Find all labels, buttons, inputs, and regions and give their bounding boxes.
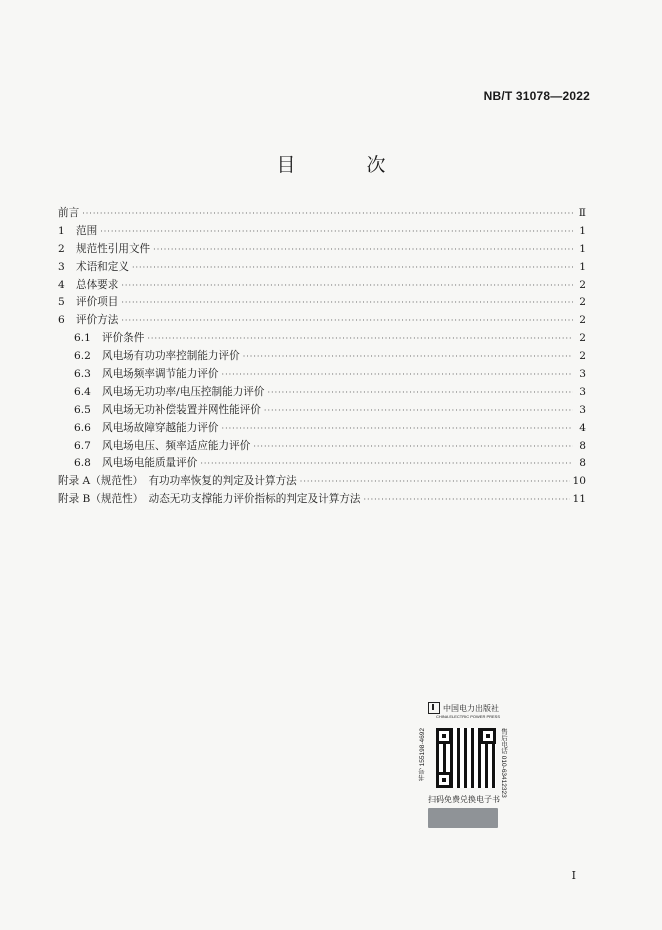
toc-entry-page: 8 bbox=[579, 439, 586, 452]
toc-entry-page: 2 bbox=[579, 278, 586, 291]
toc-entry-number: 4 bbox=[58, 278, 65, 291]
publisher-header bbox=[428, 702, 499, 714]
toc-entry-page: 4 bbox=[579, 421, 586, 434]
table-of-contents bbox=[58, 205, 586, 509]
toc-entry-page: 11 bbox=[572, 493, 586, 506]
toc-entry-label: 评价项目 bbox=[76, 296, 119, 309]
publisher-name-en: CHINA ELECTRIC POWER PRESS bbox=[436, 714, 501, 719]
toc-leader-dots bbox=[121, 281, 573, 290]
toc-leader-dots bbox=[82, 209, 573, 218]
toc-entry[interactable] bbox=[58, 259, 586, 277]
publisher-logo-icon bbox=[428, 702, 440, 714]
qr-code-icon[interactable] bbox=[436, 728, 496, 788]
toc-leader-dots bbox=[147, 334, 573, 343]
toc-entry-label: 范围 bbox=[76, 224, 98, 237]
toc-entry-number: 6.3 bbox=[74, 368, 91, 381]
toc-entry-label: 风电场无功补偿装置并网性能评价 bbox=[102, 403, 261, 416]
toc-entry-label: 评价方法 bbox=[76, 314, 119, 327]
toc-entry-label: 术语和定义 bbox=[76, 260, 129, 273]
toc-entry[interactable] bbox=[58, 277, 586, 295]
toc-entry[interactable] bbox=[58, 241, 586, 259]
toc-leader-dots bbox=[267, 388, 573, 397]
toc-entry[interactable] bbox=[58, 330, 586, 348]
toc-entry-label: 风电场频率调节能力评价 bbox=[102, 368, 219, 381]
sales-phone: 售后电话 010-63412323 bbox=[500, 728, 507, 798]
toc-entry-page: 3 bbox=[579, 368, 586, 381]
toc-entry-label: 总体要求 bbox=[76, 278, 119, 291]
toc-entry-label: 评价条件 bbox=[102, 332, 145, 345]
qr-finder bbox=[436, 728, 452, 744]
toc-leader-dots bbox=[222, 424, 573, 433]
toc-entry[interactable] bbox=[58, 294, 586, 312]
toc-leader-dots bbox=[363, 495, 569, 504]
toc-leader-dots bbox=[100, 227, 573, 236]
toc-entry-label: 风电场无功功率/电压控制能力评价 bbox=[102, 385, 265, 398]
page-title: 目 次 bbox=[276, 154, 412, 176]
toc-entry-page: 10 bbox=[572, 475, 586, 488]
toc-entry-number: 3 bbox=[58, 260, 65, 273]
toc-entry[interactable] bbox=[58, 348, 586, 366]
toc-entry[interactable] bbox=[58, 223, 586, 241]
toc-entry[interactable] bbox=[58, 438, 586, 456]
toc-entry-page: 8 bbox=[579, 457, 586, 470]
toc-entry-page: 1 bbox=[579, 260, 586, 273]
toc-leader-dots bbox=[132, 263, 573, 272]
toc-entry-label: 风电场电压、频率适应能力评价 bbox=[102, 439, 251, 452]
toc-leader-dots bbox=[300, 477, 570, 486]
scratch-off-area[interactable] bbox=[428, 808, 498, 828]
toc-leader-dots bbox=[253, 442, 573, 451]
toc-leader-dots bbox=[121, 316, 573, 325]
toc-entry-label: 前言 bbox=[58, 207, 80, 219]
toc-entry-page: 1 bbox=[579, 224, 586, 237]
toc-entry[interactable] bbox=[58, 402, 586, 420]
toc-entry[interactable] bbox=[58, 205, 586, 223]
toc-entry-number: 6.6 bbox=[74, 421, 91, 434]
toc-entry[interactable] bbox=[58, 312, 586, 330]
toc-entry-label: 规范性引用文件 bbox=[76, 242, 151, 255]
toc-entry-label: 风电场故障穿越能力评价 bbox=[102, 421, 219, 434]
toc-entry-page: 3 bbox=[579, 385, 586, 398]
toc-leader-dots bbox=[264, 406, 573, 415]
toc-entry-number: 6.5 bbox=[74, 403, 91, 416]
book-number: 书号 155198·4692 bbox=[419, 728, 426, 782]
toc-entry-label: 风电场电能质量评价 bbox=[102, 457, 198, 470]
qr-card bbox=[416, 702, 508, 832]
toc-entry-label: 风电场有功功率控制能力评价 bbox=[102, 350, 240, 363]
toc-entry[interactable] bbox=[58, 384, 586, 402]
qr-finder bbox=[480, 728, 496, 744]
publisher-name: 中国电力出版社 bbox=[443, 703, 499, 713]
toc-entry-page: 2 bbox=[579, 332, 586, 345]
toc-entry-number: 6.8 bbox=[74, 457, 91, 470]
toc-entry[interactable] bbox=[58, 420, 586, 438]
toc-entry-number: 5 bbox=[58, 296, 65, 309]
qr-finder bbox=[436, 772, 452, 788]
standard-number: NB/T 31078—2022 bbox=[483, 89, 590, 103]
toc-entry-label: 附录 B（规范性） 动态无功支撑能力评价指标的判定及计算方法 bbox=[58, 493, 361, 506]
toc-leader-dots bbox=[222, 370, 573, 379]
toc-entry-number: 6.1 bbox=[74, 332, 91, 345]
toc-entry-page: 2 bbox=[579, 314, 586, 327]
toc-entry-number: 2 bbox=[58, 242, 65, 255]
toc-entry-page: 1 bbox=[579, 242, 586, 255]
toc-leader-dots bbox=[121, 298, 573, 307]
toc-entry[interactable] bbox=[58, 491, 586, 509]
toc-entry-label: 附录 A（规范性） 有功功率恢复的判定及计算方法 bbox=[58, 475, 297, 488]
scan-instruction: 扫码免费兑换电子书 bbox=[428, 795, 500, 804]
toc-entry[interactable] bbox=[58, 366, 586, 384]
toc-entry-page: 3 bbox=[579, 403, 586, 416]
toc-entry-number: 6.2 bbox=[74, 350, 91, 363]
toc-entry[interactable] bbox=[58, 473, 586, 491]
toc-entry-number: 1 bbox=[58, 224, 65, 237]
toc-entry-page: 2 bbox=[579, 350, 586, 363]
toc-entry-number: 6 bbox=[58, 314, 65, 327]
toc-entry-number: 6.4 bbox=[74, 385, 91, 398]
toc-entry-number: 6.7 bbox=[74, 439, 91, 452]
toc-leader-dots bbox=[153, 245, 573, 254]
toc-leader-dots bbox=[200, 459, 573, 468]
toc-entry-page: Ⅱ bbox=[578, 207, 586, 219]
toc-entry[interactable] bbox=[58, 455, 586, 473]
toc-entry-page: 2 bbox=[579, 296, 586, 309]
page-number: I bbox=[571, 869, 576, 882]
toc-leader-dots bbox=[243, 352, 573, 361]
